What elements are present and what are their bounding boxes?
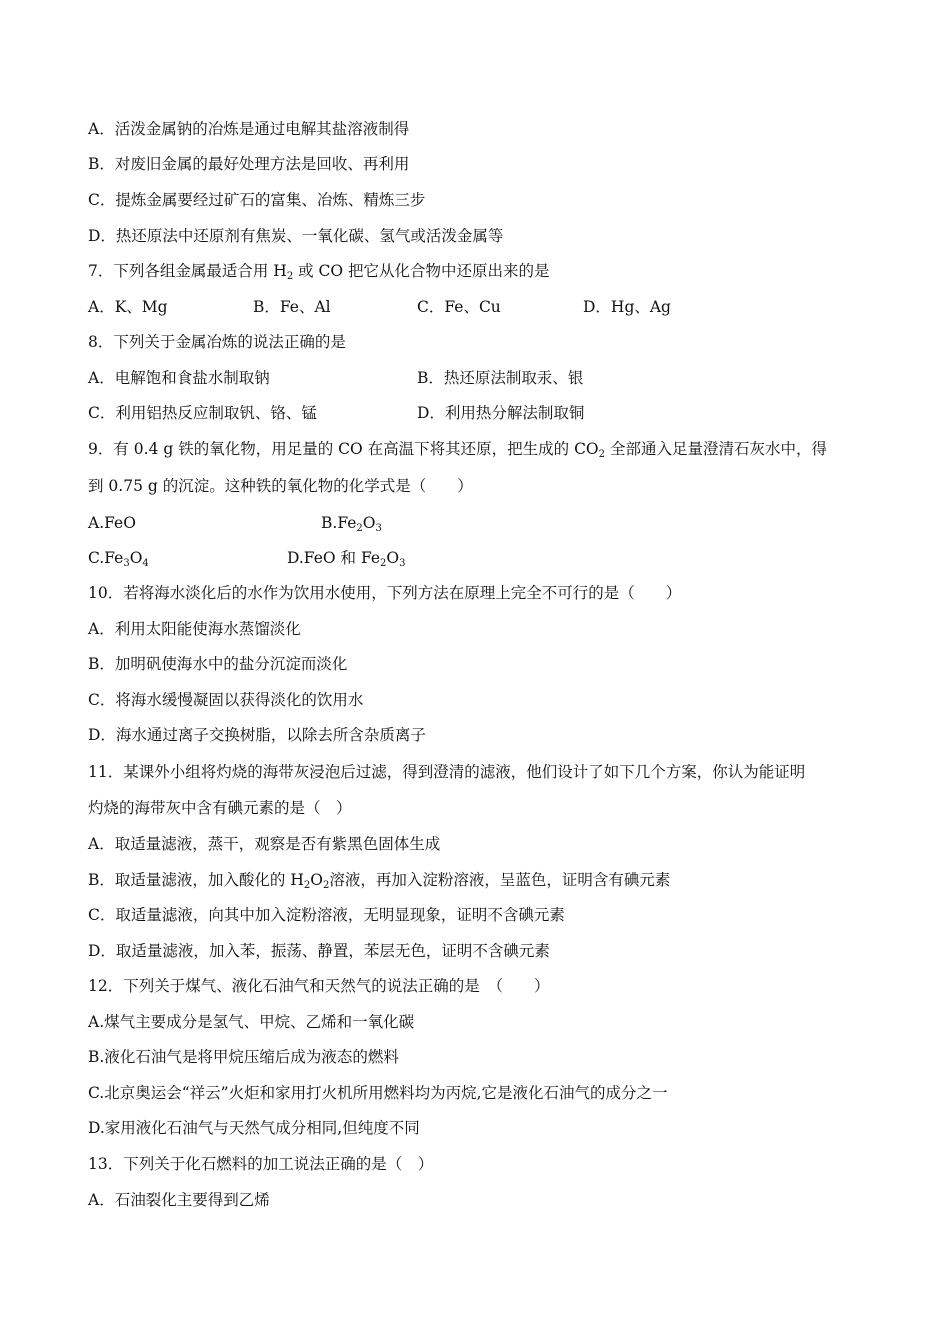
q10-option-d: D．海水通过离子交换树脂，以除去所含杂质离子 <box>88 726 426 744</box>
q12-option-b: B.液化石油气是将甲烷压缩后成为液态的燃料 <box>88 1048 399 1066</box>
q11-option-d: D．取适量滤液，加入苯，振荡、静置，苯层无色，证明不含碘元素 <box>88 942 550 960</box>
q6-option-c: C．提炼金属要经过矿石的富集、冶炼、精炼三步 <box>88 191 426 209</box>
q8-stem: 8．下列关于金属冶炼的说法正确的是 <box>88 333 346 351</box>
q6-option-a: A．活泼金属钠的冶炼是通过电解其盐溶液制得 <box>88 120 410 138</box>
q9-option-c: $C.Fe_3O_4$ <box>88 549 149 569</box>
q9-stem-line2: 到 0.75 g 的沉淀。这种铁的氧化物的化学式是（ ） <box>88 477 473 495</box>
q11-stem-line1: 11．某课外小组将灼烧的海带灰浸泡后过滤，得到澄清的滤液，他们设计了如下几个方案，你认为能证明 <box>88 763 806 781</box>
q12-stem: 12．下列关于煤气、液化石油气和天然气的说法正确的是 （ ） <box>88 977 550 995</box>
q11-option-c: C．取适量滤液，向其中加入淀粉溶液，无明显现象，证明不含碘元素 <box>88 906 565 924</box>
q9-option-b: $B.Fe_2O_3$ <box>321 514 382 534</box>
q7-stem: 7．下列各组金属最适合用 $H_2$ 或 CO 把它从化合物中还原出来的是 <box>88 262 550 282</box>
q7-option-d: D．Hg、Ag <box>583 298 671 316</box>
q7-option-b: B．Fe、Al <box>253 298 331 316</box>
q6-option-d: D．热还原法中还原剂有焦炭、一氧化碳、氢气或活泼金属等 <box>88 227 504 245</box>
q8-option-d: D．利用热分解法制取铜 <box>417 404 585 422</box>
q11-option-b: B．取适量滤液，加入酸化的 $H_2O_2$溶液，再加入淀粉溶液，呈蓝色，证明含有碘元素 <box>88 871 671 891</box>
q11-option-a: A．取适量滤液，蒸干，观察是否有紫黑色固体生成 <box>88 835 441 853</box>
q9-option-a: A.FeO <box>88 514 136 532</box>
q12-option-a: A.煤气主要成分是氢气、甲烷、乙烯和一氧化碳 <box>88 1013 415 1031</box>
q7-option-a: A．K、Mg <box>88 298 168 316</box>
q6-option-b: B．对废旧金属的最好处理方法是回收、再利用 <box>88 155 410 173</box>
q8-option-a: A．电解饱和食盐水制取钠 <box>88 369 270 387</box>
q9-option-d: D.FeO 和 $Fe_2O_3$ <box>287 549 406 569</box>
q13-option-a: A．石油裂化主要得到乙烯 <box>88 1191 270 1209</box>
q8-option-b: B．热还原法制取汞、银 <box>417 369 584 387</box>
q8-option-c: C．利用铝热反应制取钒、铬、锰 <box>88 404 317 422</box>
q7-option-c: C．Fe、Cu <box>417 298 501 316</box>
q10-option-a: A．利用太阳能使海水蒸馏淡化 <box>88 620 301 638</box>
q12-option-c: C.北京奥运会“祥云”火炬和家用打火机所用燃料均为丙烷,它是液化石油气的成分之一 <box>88 1084 668 1102</box>
q10-option-c: C．将海水缓慢凝固以获得淡化的饮用水 <box>88 691 364 709</box>
q10-stem: 10．若将海水淡化后的水作为饮用水使用，下列方法在原理上完全不可行的是（ ） <box>88 584 682 602</box>
q13-stem: 13．下列关于化石燃料的加工说法正确的是（ ） <box>88 1155 434 1173</box>
q12-option-d: D.家用液化石油气与天然气成分相同,但纯度不同 <box>88 1119 420 1137</box>
q11-stem-line2: 灼烧的海带灰中含有碘元素的是（ ） <box>88 799 352 817</box>
q10-option-b: B．加明矾使海水中的盐分沉淀而淡化 <box>88 655 348 673</box>
q9-stem-line1: 9．有 0.4 g 铁的氧化物，用足量的 CO 在高温下将其还原，把生成的 $CO_2$ 全部通入足量澄清石灰水中，得 <box>88 440 827 460</box>
